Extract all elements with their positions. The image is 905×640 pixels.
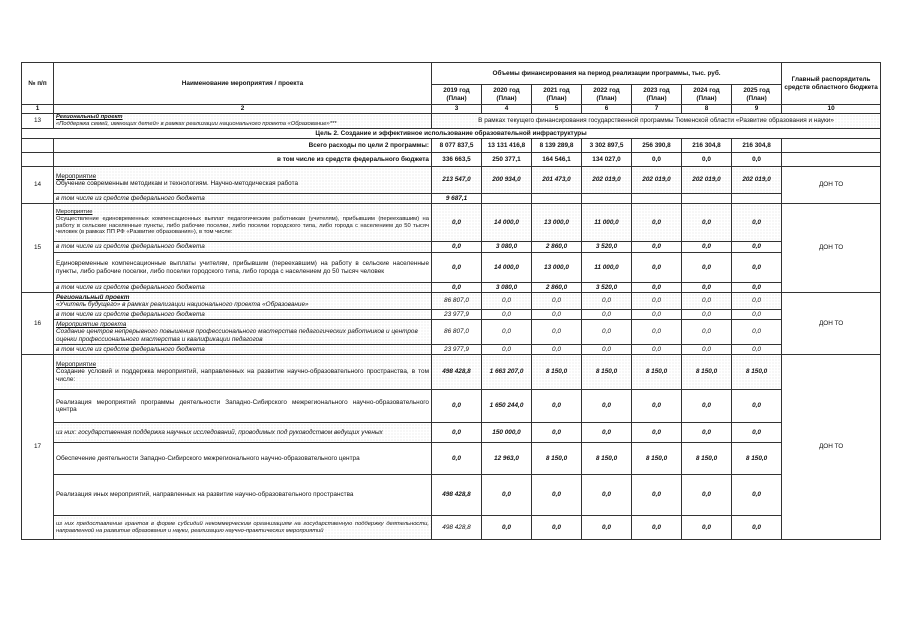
table-row-17	[22, 355, 881, 390]
value-cell: 0,0	[582, 345, 632, 355]
value-cell: 0,0	[632, 310, 682, 320]
value-cell: 0,0	[482, 345, 532, 355]
col-number: 4	[482, 105, 532, 114]
value-cell: 0,0	[432, 390, 482, 423]
value-cell: 0,0	[432, 443, 482, 475]
value-cell: 0,0	[732, 320, 782, 345]
value-cell: 8 150,0	[582, 355, 632, 390]
item-sub-name: из них: государственная поддержка научных исследований, проводимых под руководством ведущих ученых	[54, 423, 432, 443]
table-row-13	[22, 114, 881, 129]
federal-label: в том числе из средств федерального бюджета	[54, 194, 432, 204]
value-cell: 0,0	[732, 293, 782, 310]
value-cell: 0,0	[482, 320, 532, 345]
value-cell: 11 000,0	[582, 204, 632, 242]
value-cell: 0,0	[732, 310, 782, 320]
table-row-16-sub-federal	[22, 345, 881, 355]
activity-label: Мероприятие	[56, 360, 97, 368]
value-cell: 0,0	[632, 242, 682, 253]
value-cell: 0,0	[532, 310, 582, 320]
col-number: 8	[682, 105, 732, 114]
value-cell: 150 000,0	[482, 423, 532, 443]
table-row-17-item-3-sub	[22, 516, 881, 540]
goal-federal-label: в том числе из средств федерального бюджета	[54, 153, 432, 167]
value-cell: 0,0	[582, 390, 632, 423]
row-number: 14	[22, 167, 54, 204]
value-cell: 0,0	[682, 310, 732, 320]
value-cell: 0,0	[732, 423, 782, 443]
value-cell: 0,0	[682, 283, 732, 293]
value-cell: 0,0	[682, 390, 732, 423]
value-cell: 0,0	[682, 345, 732, 355]
year-2023: 2023 год (План)	[632, 85, 682, 105]
value-cell: 11 000,0	[582, 253, 632, 283]
federal-label: в том числе из средств федерального бюджета	[54, 310, 432, 320]
value-cell: 3 520,0	[582, 283, 632, 293]
value-cell: 0,0	[432, 242, 482, 253]
value-cell: 9 687,1	[432, 194, 482, 204]
value-cell: 216 304,8	[682, 139, 732, 153]
value-cell: 8 150,0	[532, 443, 582, 475]
activity-label: Мероприятие	[56, 172, 97, 180]
regional-project-title: Региональный проект	[56, 293, 130, 301]
value-cell: 0,0	[432, 283, 482, 293]
value-cell: 1 663 207,0	[482, 355, 532, 390]
value-cell: 0,0	[632, 516, 682, 540]
value-cell: 3 080,0	[482, 242, 532, 253]
item-sub-name: из них предоставление грантов в форме субсидий некоммерческим организациям на государственную поддержку деятельности, направленной на развитие образования и науки, реализацию научно-практических мероприятий	[54, 516, 432, 540]
table-row-17-item-1-sub	[22, 423, 881, 443]
value-cell: 498 428,8	[432, 475, 482, 516]
value-cell: 2 860,0	[532, 283, 582, 293]
col-number: 5	[532, 105, 582, 114]
col-number: 7	[632, 105, 682, 114]
value-cell: 250 377,1	[482, 153, 532, 167]
table-row-14	[22, 167, 881, 194]
value-cell: 256 390,8	[632, 139, 682, 153]
value-cell: 134 027,0	[582, 153, 632, 167]
value-cell: 0,0	[632, 345, 682, 355]
table-row-15-sub-federal	[22, 283, 881, 293]
budget-administrator: ДОН ТО	[782, 204, 881, 293]
row-number: 16	[22, 293, 54, 355]
federal-label: в том числе из средств федерального бюджета	[54, 345, 432, 355]
year-2021: 2021 год (План)	[532, 85, 582, 105]
value-cell: 23 977,9	[432, 310, 482, 320]
regional-project-subtitle: «Поддержка семей, имеющих детей» в рамках реализации национального проекта «Образование»***	[56, 121, 337, 127]
goal-title: Цель 2. Создание и эффективное использование образовательной инфраструктуры	[22, 129, 881, 139]
value-cell: 13 000,0	[532, 253, 582, 283]
value-cell: 8 150,0	[682, 443, 732, 475]
col-number: 1	[22, 105, 54, 114]
value-cell: 0,0	[632, 320, 682, 345]
value-cell: 0,0	[482, 310, 532, 320]
value-cell: 0,0	[682, 204, 732, 242]
value-cell: 0,0	[682, 423, 732, 443]
table-row-15-sub	[22, 253, 881, 283]
value-cell: 0,0	[682, 293, 732, 310]
value-cell: 0,0	[732, 390, 782, 423]
value-cell: 0,0	[732, 345, 782, 355]
header-col-funding: Объемы финансирования на период реализации программы, тыс. руб.	[432, 63, 782, 85]
value-cell: 202 019,0	[632, 167, 682, 194]
value-cell: 0,0	[482, 293, 532, 310]
value-cell: 3 520,0	[582, 242, 632, 253]
value-cell: 0,0	[632, 253, 682, 283]
value-cell: 8 150,0	[732, 355, 782, 390]
activity-name: Обучение современным методикам и технологиям. Научно-методическая работа	[56, 180, 298, 187]
value-cell: 0,0	[682, 320, 732, 345]
project-activity-label: Мероприятие проекта	[56, 320, 127, 328]
value-cell: 13 131 416,8	[482, 139, 532, 153]
value-cell: 8 077 837,5	[432, 139, 482, 153]
value-cell: 0,0	[732, 283, 782, 293]
federal-label: в том числе из средств федерального бюджета	[54, 283, 432, 293]
budget-table	[21, 62, 881, 540]
value-cell: 0,0	[682, 253, 732, 283]
value-cell: 0,0	[632, 475, 682, 516]
value-cell: 0,0	[682, 475, 732, 516]
goal-total-row	[22, 139, 881, 153]
regional-project-subtitle: «Учитель будущего» в рамках реализации национального проекта «Образование»	[56, 301, 309, 308]
value-cell: 336 663,5	[432, 153, 482, 167]
value-cell: 0,0	[432, 204, 482, 242]
col-number: 6	[582, 105, 632, 114]
value-cell: 0,0	[632, 293, 682, 310]
value-cell: 0,0	[582, 423, 632, 443]
value-cell: 201 473,0	[532, 167, 582, 194]
value-cell: 0,0	[482, 516, 532, 540]
year-2024: 2024 год (План)	[682, 85, 732, 105]
value-cell: 8 150,0	[682, 355, 732, 390]
item-name: Реализация мероприятий программы деятельности Западно-Сибирского межрегионального научно-образовательного центра	[54, 390, 432, 423]
regional-project-title: Региональный проект	[56, 114, 123, 121]
table-row-17-item-1	[22, 390, 881, 423]
value-cell: 0,0	[632, 283, 682, 293]
value-cell: 0,0	[732, 153, 782, 167]
value-cell: 8 150,0	[632, 355, 682, 390]
year-2022: 2022 год (План)	[582, 85, 632, 105]
value-cell: 0,0	[532, 516, 582, 540]
col-number: 2	[54, 105, 432, 114]
value-cell: 0,0	[482, 475, 532, 516]
value-cell: 8 150,0	[582, 443, 632, 475]
year-2025: 2025 год (План)	[732, 85, 782, 105]
item-name: Обеспечение деятельности Западно-Сибирского межрегионального научно-образовательного центра	[54, 443, 432, 475]
activity-cell	[54, 355, 432, 390]
project-activity-cell	[54, 320, 432, 345]
budget-administrator: ДОН ТО	[782, 293, 881, 355]
table-row-17-item-3	[22, 475, 881, 516]
value-cell: 1 650 244,0	[482, 390, 532, 423]
value-cell: 0,0	[532, 390, 582, 423]
value-cell: 0,0	[682, 153, 732, 167]
value-cell: 202 019,0	[582, 167, 632, 194]
value-cell: 0,0	[532, 423, 582, 443]
sub-activity-name: Единовременные компенсационные выплаты учителям, прибывшим (переехавшим) на работу в сельские населенные пункты, либо рабочие поселки, либо поселки городского типа, либо города с населением до 50 тысяч человек	[54, 253, 432, 283]
value-cell: 0,0	[582, 320, 632, 345]
value-cell: 86 807,0	[432, 320, 482, 345]
table-row-15-federal	[22, 242, 881, 253]
activity-name: Осуществление единовременных компенсационных выплат педагогическим работникам (учителям), прибывшим (переехавшим) на работу в сельские населенные пункты, либо рабочие поселки, либо поселки городского типа, либо города с населением до 50 тысяч человек (в рамках ПП РФ «Развитие образования»), в том числе:	[56, 215, 429, 236]
regional-project-cell	[54, 293, 432, 310]
value-cell: 14 000,0	[482, 204, 532, 242]
value-cell: 200 934,0	[482, 167, 532, 194]
value-cell: 0,0	[582, 475, 632, 516]
value-cell: 0,0	[432, 253, 482, 283]
project-activity-name: Создание центров непрерывного повышения профессионального мастерства педагогических работников и центров оценки профессионального мастерства и квалификации педагогов	[56, 328, 418, 343]
value-cell: 0,0	[732, 242, 782, 253]
col-number: 3	[432, 105, 482, 114]
year-2020: 2020 год (План)	[482, 85, 532, 105]
goal-federal-row	[22, 153, 881, 167]
goal-row	[22, 129, 881, 139]
value-cell: 0,0	[582, 310, 632, 320]
value-cell: 0,0	[532, 345, 582, 355]
value-cell: 0,0	[582, 516, 632, 540]
value-cell: 0,0	[732, 516, 782, 540]
value-cell: 14 000,0	[482, 253, 532, 283]
budget-administrator: ДОН ТО	[782, 355, 881, 540]
value-cell: 0,0	[632, 423, 682, 443]
value-cell: 498 428,8	[432, 516, 482, 540]
table-row-16-sub	[22, 320, 881, 345]
value-cell: 0,0	[732, 204, 782, 242]
column-numbers-row	[22, 105, 881, 114]
value-cell: 3 302 897,5	[582, 139, 632, 153]
value-cell: 8 150,0	[532, 355, 582, 390]
header-row	[22, 63, 881, 85]
value-cell: 0,0	[582, 293, 632, 310]
activity-cell	[54, 204, 432, 242]
table-row-16-federal	[22, 310, 881, 320]
row-number: 15	[22, 204, 54, 293]
financing-note: В рамках текущего финансирования государственной программы Тюменской области «Развитие образования и науки»	[432, 114, 881, 129]
value-cell: 13 000,0	[532, 204, 582, 242]
value-cell: 8 139 289,8	[532, 139, 582, 153]
value-cell: 216 304,8	[732, 139, 782, 153]
col-number: 10	[782, 105, 881, 114]
value-cell: 0,0	[732, 475, 782, 516]
row-number: 13	[22, 114, 54, 129]
value-cell: 8 150,0	[732, 443, 782, 475]
value-cell: 0,0	[732, 253, 782, 283]
value-cell: 202 019,0	[732, 167, 782, 194]
value-cell: 2 860,0	[532, 242, 582, 253]
header-col-num: № п/п	[22, 63, 54, 105]
value-cell: 0,0	[632, 204, 682, 242]
value-cell: 0,0	[682, 242, 732, 253]
activity-label: Мероприятие	[56, 209, 93, 216]
value-cell: 3 080,0	[482, 283, 532, 293]
value-cell: 202 019,0	[682, 167, 732, 194]
budget-administrator: ДОН ТО	[782, 167, 881, 204]
header-col-admin: Главный распорядитель средств областного бюджета	[782, 63, 881, 105]
value-cell: 164 546,1	[532, 153, 582, 167]
value-cell: 0,0	[682, 516, 732, 540]
value-cell: 498 428,8	[432, 355, 482, 390]
goal-total-label: Всего расходы по цели 2 программы:	[54, 139, 432, 153]
value-cell: 86 807,0	[432, 293, 482, 310]
value-cell: 0,0	[432, 423, 482, 443]
value-cell: 0,0	[632, 153, 682, 167]
value-cell: 213 547,0	[432, 167, 482, 194]
value-cell: 12 963,0	[482, 443, 532, 475]
col-number: 9	[732, 105, 782, 114]
header-col-name: Наименование мероприятия / проекта	[54, 63, 432, 105]
table-row-16	[22, 293, 881, 310]
year-2019: 2019 год (План)	[432, 85, 482, 105]
value-cell: 0,0	[632, 390, 682, 423]
item-name: Реализация иных мероприятий, направленных на развитие научно-образовательного пространства	[54, 475, 432, 516]
regional-project-cell	[54, 114, 432, 129]
value-cell: 8 150,0	[632, 443, 682, 475]
row-number: 17	[22, 355, 54, 540]
value-cell: 0,0	[532, 475, 582, 516]
federal-label: в том числе из средств федерального бюджета	[54, 242, 432, 253]
table-row-15	[22, 204, 881, 242]
table-row-14-federal	[22, 194, 881, 204]
value-cell: 0,0	[532, 293, 582, 310]
activity-name: Создание условий и поддержка мероприятий, направленных на развитие научно-образовательного пространства, в том числе:	[56, 368, 429, 383]
table-row-17-item-2	[22, 443, 881, 475]
value-cell: 0,0	[532, 320, 582, 345]
activity-cell	[54, 167, 432, 194]
value-cell: 23 977,9	[432, 345, 482, 355]
